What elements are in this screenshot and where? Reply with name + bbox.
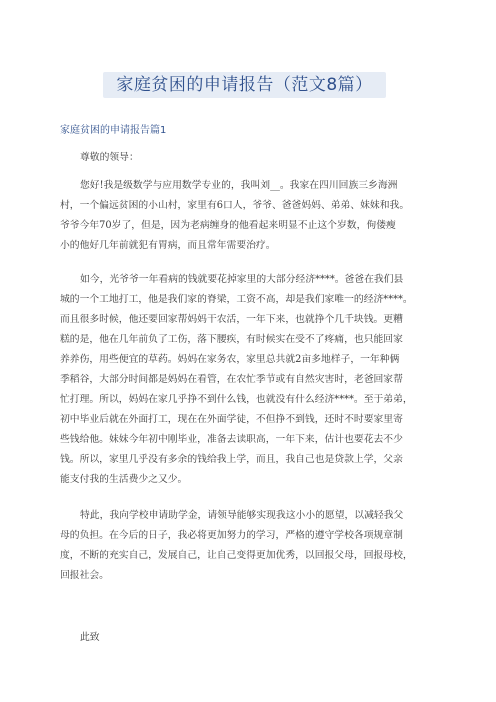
paragraph-line: 小的他好几年前就犯有胃病，而且常年需要治疗。: [60, 240, 276, 251]
paragraph-line: 糕的是，他在几年前负了工伤，落下腰疾，有时候实在受不了疼痛，也只能回家: [60, 334, 403, 345]
paragraph-line: 度，不断的充实自己，发展自己，让自己变得更加优秀，以回报父母，回报母校，: [60, 550, 413, 561]
paragraph-line: 母的负担。在今后的日子，我必将更加努力的学习，严格的遵守学校各项规章制: [60, 530, 403, 541]
paragraph-1: [60, 176, 440, 256]
paragraph-line: 能支付我的生活费少之又少。: [60, 474, 188, 485]
paragraph-line: 忙打理。所以，妈妈在家几乎挣不到什么钱，也就没有什么经济****。至于弟弟，: [60, 394, 413, 405]
paragraph-line: 城的一个工地打工，他是我们家的脊梁，工资不高，却是我们家唯一的经济****。: [60, 294, 413, 305]
section-heading: 家庭贫困的申请报告篇1: [60, 125, 167, 136]
paragraph-line: 如今，光爷爷一年看病的钱就要花掉家里的大部分经济****。爸爸在我们县: [80, 274, 404, 285]
paragraph-line: 些钱给他。妹妹今年初中刚毕业，准备去读职高，一年下来，估计也要花去不少: [60, 434, 403, 445]
closing-line: 此致: [80, 632, 100, 643]
paragraph-2: [60, 270, 440, 490]
paragraph-3: [60, 506, 440, 586]
paragraph-line: 回报社会。: [60, 570, 109, 581]
paragraph-line: 初中毕业后就在外面打工，现在在外面学徒，不但挣不到钱，还时不时要家里寄: [60, 414, 403, 425]
document-title: 家庭贫困的申请报告（范文8篇）: [116, 75, 373, 95]
paragraph-line: 季稻谷，大部分时间都是妈妈在看管，在农忙季节或有自然灾害时，老爸回家帮: [60, 374, 403, 385]
paragraph-line: 村，一个偏远贫困的小山村，家里有6口人，爷爷、爸爸妈妈、弟弟、妹妹和我。: [60, 200, 410, 211]
paragraph-line: 养养伤，用些便宜的草药。妈妈在家务农，家里总共就2亩多地样子，一年种俩: [60, 354, 400, 365]
salutation: 尊敬的领导：: [80, 152, 139, 163]
paragraph-line: 而且很多时候，他还要回家帮妈妈干农活，一年下来，也就挣个几千块钱。更糟: [60, 314, 403, 325]
paragraph-line: 爷爷今年70岁了，但是，因为老病缠身的他看起来明显不止这个岁数，佝偻瘦: [60, 220, 396, 231]
paragraph-line: 钱。所以，家里几乎没有多余的钱给我上学，而且，我自己也是贷款上学，父亲: [60, 454, 403, 465]
paragraph-line: 您好!我是级数学与应用数学专业的，我叫刘__。我家在四川回族三乡海洲: [80, 180, 398, 191]
paragraph-line: 特此，我向学校申请助学金，请领导能够实现我这小小的愿望，以减轻我父: [80, 510, 404, 521]
